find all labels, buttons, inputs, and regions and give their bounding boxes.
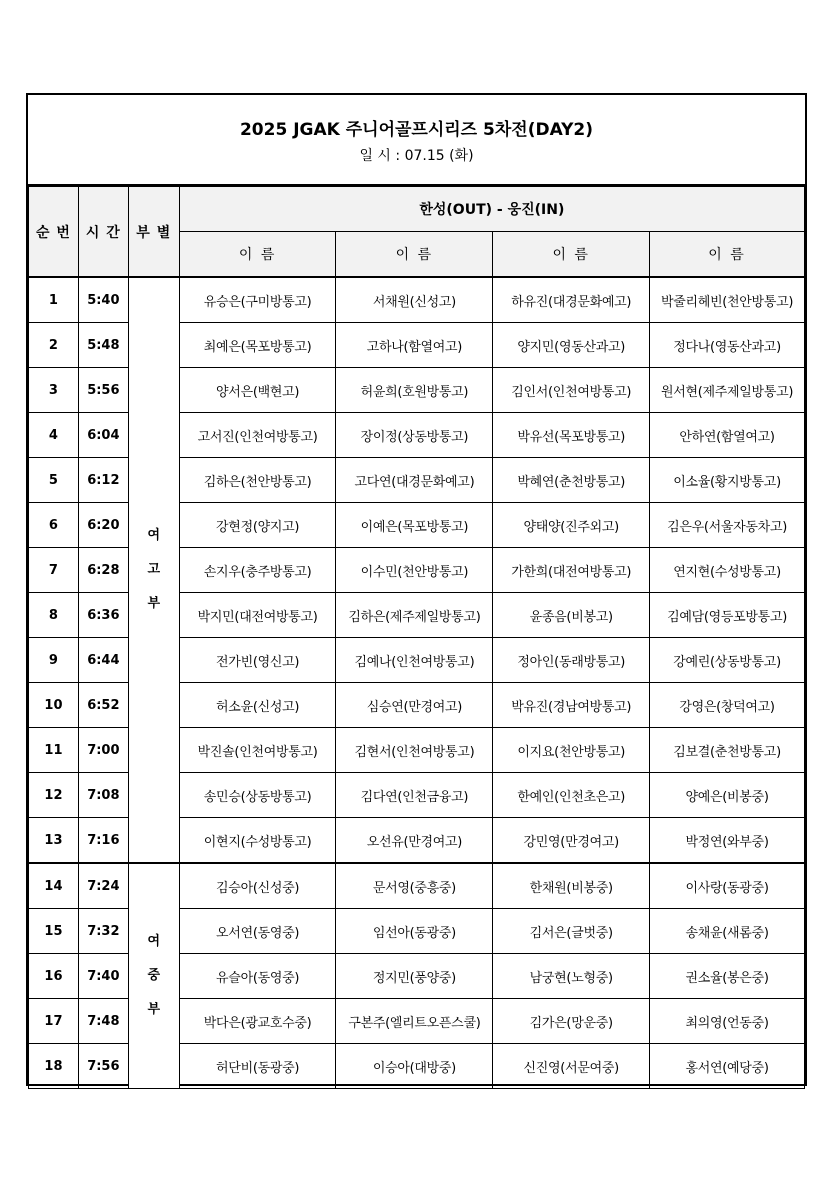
player-name-4: 강영은(창덕여고) — [650, 683, 805, 728]
player-name-3: 강민영(만경여고) — [493, 818, 650, 864]
player-name-3: 한예인(인천초은고) — [493, 773, 650, 818]
tee-time: 7:00 — [78, 728, 128, 773]
tee-time: 6:52 — [78, 683, 128, 728]
player-name-1: 송민승(상동방통고) — [179, 773, 336, 818]
division-header: 부 별 — [128, 187, 179, 278]
player-name-2: 고하나(함열여고) — [336, 323, 493, 368]
player-name-2: 문서영(중흥중) — [336, 863, 493, 909]
division-char: 여 — [147, 528, 161, 543]
division-char: 부 — [147, 1002, 161, 1017]
player-name-3: 가한희(대전여방통고) — [493, 548, 650, 593]
player-name-2: 이수민(천안방통고) — [336, 548, 493, 593]
event-date: 일 시 : 07.15 (화) — [359, 148, 474, 164]
tee-time: 7:16 — [78, 818, 128, 864]
tee-time: 5:56 — [78, 368, 128, 413]
tee-time: 6:04 — [78, 413, 128, 458]
player-name-2: 장이정(상동방통고) — [336, 413, 493, 458]
player-name-1: 전가빈(영신고) — [179, 638, 336, 683]
order-number: 1 — [29, 277, 79, 323]
tee-time: 7:24 — [78, 863, 128, 909]
order-number: 15 — [29, 909, 79, 954]
player-name-2: 김하은(제주제일방통고) — [336, 593, 493, 638]
player-name-3: 박유선(목포방통고) — [493, 413, 650, 458]
player-name-3: 이지요(천안방통고) — [493, 728, 650, 773]
order-number: 2 — [29, 323, 79, 368]
tee-time: 7:56 — [78, 1044, 128, 1089]
order-number: 9 — [29, 638, 79, 683]
order-number: 4 — [29, 413, 79, 458]
player-name-1: 고서진(인천여방통고) — [179, 413, 336, 458]
player-name-2: 김예나(인천여방통고) — [336, 638, 493, 683]
player-name-1: 유슬아(동영중) — [179, 954, 336, 999]
player-name-2: 이예은(목포방통고) — [336, 503, 493, 548]
player-name-2: 서채원(신성고) — [336, 277, 493, 323]
tee-time: 6:12 — [78, 458, 128, 503]
player-name-3: 양태양(진주외고) — [493, 503, 650, 548]
order-number: 13 — [29, 818, 79, 864]
course-header: 한성(OUT) - 웅진(IN) — [179, 187, 804, 232]
title-block — [28, 95, 805, 186]
order-number: 12 — [29, 773, 79, 818]
player-name-1: 허단비(동광중) — [179, 1044, 336, 1089]
table-row — [29, 277, 805, 323]
player-name-4: 이사랑(동광중) — [650, 863, 805, 909]
division-char: 중 — [147, 968, 161, 983]
order-number: 17 — [29, 999, 79, 1044]
name-header-4: 이 름 — [650, 232, 805, 278]
player-name-1: 오서연(동영중) — [179, 909, 336, 954]
order-header: 순 번 — [29, 187, 79, 278]
player-name-1: 이현지(수성방통고) — [179, 818, 336, 864]
player-name-4: 최의영(언동중) — [650, 999, 805, 1044]
tee-time: 5:40 — [78, 277, 128, 323]
order-number: 18 — [29, 1044, 79, 1089]
tee-time-sheet — [26, 93, 807, 1086]
player-name-4: 연지현(수성방통고) — [650, 548, 805, 593]
order-number: 11 — [29, 728, 79, 773]
player-name-4: 김보결(춘천방통고) — [650, 728, 805, 773]
order-number: 10 — [29, 683, 79, 728]
player-name-1: 강현정(양지고) — [179, 503, 336, 548]
player-name-4: 권소율(봉은중) — [650, 954, 805, 999]
tee-time: 6:20 — [78, 503, 128, 548]
player-name-1: 유승은(구미방통고) — [179, 277, 336, 323]
order-number: 5 — [29, 458, 79, 503]
player-name-4: 원서현(제주제일방통고) — [650, 368, 805, 413]
player-name-3: 김가은(망운중) — [493, 999, 650, 1044]
player-name-1: 김승아(신성중) — [179, 863, 336, 909]
player-name-1: 허소윤(신성고) — [179, 683, 336, 728]
player-name-3: 정아인(동래방통고) — [493, 638, 650, 683]
tee-time: 6:44 — [78, 638, 128, 683]
division-char: 여 — [147, 934, 161, 949]
player-name-2: 심승연(만경여고) — [336, 683, 493, 728]
player-name-1: 김하은(천안방통고) — [179, 458, 336, 503]
order-number: 7 — [29, 548, 79, 593]
player-name-2: 정지민(풍양중) — [336, 954, 493, 999]
tee-time-table — [28, 186, 805, 1089]
player-name-4: 정다나(영동산과고) — [650, 323, 805, 368]
player-name-1: 손지우(충주방통고) — [179, 548, 336, 593]
player-name-4: 박줄리헤빈(천안방통고) — [650, 277, 805, 323]
player-name-3: 박혜연(춘천방통고) — [493, 458, 650, 503]
player-name-4: 양예은(비봉중) — [650, 773, 805, 818]
division-girls-middle — [128, 863, 179, 1089]
player-name-2: 김다연(인천금융고) — [336, 773, 493, 818]
player-name-4: 홍서연(예당중) — [650, 1044, 805, 1089]
player-name-3: 김인서(인천여방통고) — [493, 368, 650, 413]
player-name-3: 윤종음(비봉고) — [493, 593, 650, 638]
name-header-1: 이 름 — [179, 232, 336, 278]
player-name-2: 이승아(대방중) — [336, 1044, 493, 1089]
tee-time: 6:36 — [78, 593, 128, 638]
player-name-3: 김서은(글벗중) — [493, 909, 650, 954]
division-char: 고 — [147, 562, 161, 577]
player-name-4: 송채윤(새롬중) — [650, 909, 805, 954]
player-name-2: 고다연(대경문화예고) — [336, 458, 493, 503]
order-number: 8 — [29, 593, 79, 638]
table-row — [29, 863, 805, 909]
player-name-3: 양지민(영동산과고) — [493, 323, 650, 368]
player-name-4: 이소율(황지방통고) — [650, 458, 805, 503]
player-name-1: 박진솔(인천여방통고) — [179, 728, 336, 773]
order-number: 14 — [29, 863, 79, 909]
tee-time: 6:28 — [78, 548, 128, 593]
player-name-1: 박다은(광교호수중) — [179, 999, 336, 1044]
player-name-2: 김현서(인천여방통고) — [336, 728, 493, 773]
player-name-4: 김은우(서울자동차고) — [650, 503, 805, 548]
tee-time: 7:08 — [78, 773, 128, 818]
player-name-1: 최예은(목포방통고) — [179, 323, 336, 368]
player-name-1: 양서은(백현고) — [179, 368, 336, 413]
player-name-2: 임선아(동광중) — [336, 909, 493, 954]
player-name-3: 신진영(서문여중) — [493, 1044, 650, 1089]
player-name-4: 박정연(와부중) — [650, 818, 805, 864]
player-name-2: 허윤희(호원방통고) — [336, 368, 493, 413]
player-name-3: 박유진(경남여방통고) — [493, 683, 650, 728]
division-char: 부 — [147, 596, 161, 611]
name-header-2: 이 름 — [336, 232, 493, 278]
tee-time: 5:48 — [78, 323, 128, 368]
name-header-3: 이 름 — [493, 232, 650, 278]
player-name-4: 김예담(영등포방통고) — [650, 593, 805, 638]
player-name-4: 안하연(함열여고) — [650, 413, 805, 458]
player-name-2: 구본주(엘리트오픈스쿨) — [336, 999, 493, 1044]
tee-time: 7:48 — [78, 999, 128, 1044]
tee-time: 7:40 — [78, 954, 128, 999]
time-header: 시 간 — [78, 187, 128, 278]
division-girls-high — [128, 277, 179, 863]
order-number: 3 — [29, 368, 79, 413]
player-name-3: 남궁현(노형중) — [493, 954, 650, 999]
page-title: 2025 JGAK 주니어골프시리즈 5차전(DAY2) — [239, 120, 594, 140]
order-number: 16 — [29, 954, 79, 999]
player-name-4: 강예린(상동방통고) — [650, 638, 805, 683]
tee-time: 7:32 — [78, 909, 128, 954]
player-name-3: 하유진(대경문화예고) — [493, 277, 650, 323]
player-name-3: 한채원(비봉중) — [493, 863, 650, 909]
table-body — [29, 277, 805, 1089]
order-number: 6 — [29, 503, 79, 548]
player-name-2: 오선유(만경여고) — [336, 818, 493, 864]
player-name-1: 박지민(대전여방통고) — [179, 593, 336, 638]
